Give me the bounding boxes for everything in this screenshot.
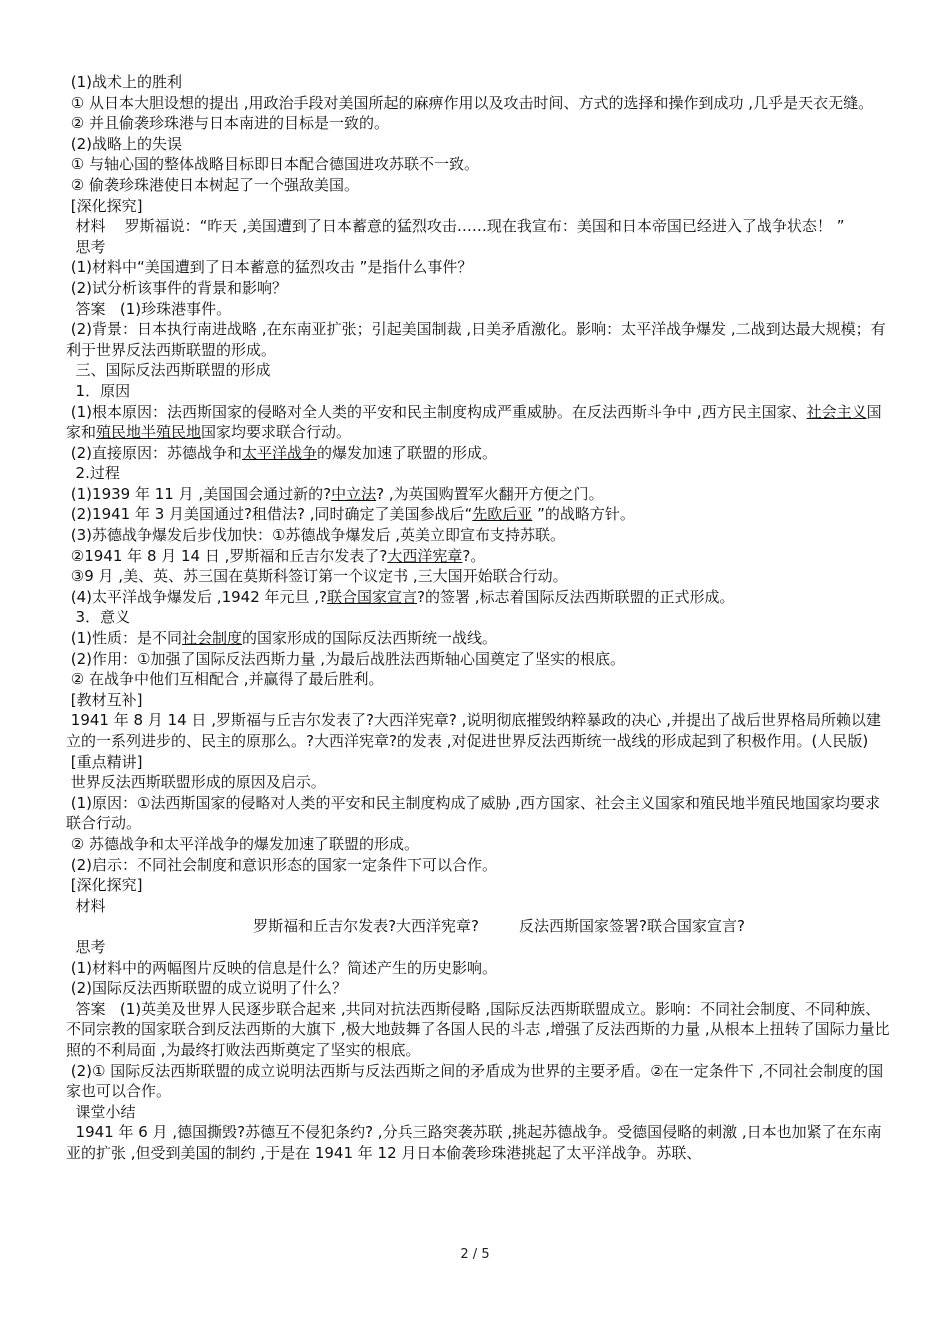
answer: (2)背景：日本执行南进战略 ,在东南亚扩张；引起美国制裁 ,日美矛盾激化。影响：太平洋战争爆发 ,二战到达最大规模；有利于世界反法西斯联盟的形成。 bbox=[66, 320, 886, 359]
page-number: 2 / 5 bbox=[460, 1247, 490, 1262]
paragraph: (3)苏德战争爆发后步伐加快：①苏德战争爆发后 ,英美立即宣布支持苏联。 bbox=[66, 526, 566, 545]
label-think: 思考 bbox=[66, 237, 106, 256]
underlined-term: 殖民地半殖民地 bbox=[96, 423, 202, 442]
paragraph: ① 与轴心国的整体战略目标即日本配合德国进攻苏联不一致。 bbox=[66, 155, 479, 174]
paragraph: (2)1941 年 3 月美国通过?租借法? ,同时确定了美国参战后“先欧后亚 ”的战略方针。 bbox=[66, 505, 635, 524]
underlined-term: 先欧后亚 bbox=[472, 505, 533, 524]
question: (1)材料中的两幅图片反映的信息是什么？简述产生的历史影响。 bbox=[66, 958, 498, 977]
answer: 答案 (1)珍珠港事件。 bbox=[66, 299, 232, 318]
paragraph: 1941 年 8 月 14 日 ,罗斯福与丘吉尔发表了?大西洋宪章? ,说明彻底摧毁纳粹暴政的决心 ,并提出了战后世界格局所赖以建立的一系列进步的、民主的原那么。?大西洋宪章?的发表 ,对促进世界反法西斯统一战线的形成起到了积极作用。(人民版) bbox=[66, 711, 881, 750]
label-think: 思考 bbox=[66, 937, 106, 956]
section-tag-deep-inquiry: [深化探究] bbox=[66, 876, 143, 895]
paragraph: (1)根本原因：法西斯国家的侵略对全人类的平安和民主制度构成严重威胁。在反法西斯斗争中 ,西方民主国家、社会主义国家和殖民地半殖民地国家均要求联合行动。 bbox=[66, 402, 882, 442]
paragraph: (1)原因：①法西斯国家的侵略对人类的平安和民主制度构成了威胁 ,西方国家、社会主义国家和殖民地半殖民地国家均要求联合行动。 bbox=[66, 793, 881, 833]
section-tag-key-points: [重点精讲] bbox=[66, 752, 143, 771]
underlined-term: 中立法 bbox=[331, 484, 377, 503]
section-heading-summary: 课堂小结 bbox=[66, 1102, 136, 1121]
answer: (2)① 国际反法西斯联盟的成立说明法西斯与反法西斯之间的矛盾成为世界的主要矛盾。②在一定条件下 ,不同社会制度的国家也可以合作。 bbox=[66, 1061, 884, 1101]
subheading-tactical-victory: (1)战术上的胜利 bbox=[66, 73, 183, 91]
paragraph: (1)性质：是不同社会制度的国家形成的国际反法西斯统一战线。 bbox=[66, 629, 498, 648]
material-quote: 材料 罗斯福说：“昨天 ,美国遭到了日本蓄意的猛烈攻击……现在我宣布：美国和日本帝国已经进入了战争状态！ ” bbox=[66, 217, 845, 236]
paragraph: (4)太平洋战争爆发后 ,1942 年元旦 ,?联合国家宣言?的签署 ,标志着国际反法西斯联盟的正式形成。 bbox=[66, 587, 735, 606]
section-tag-textbook-supplement: [教材互补] bbox=[66, 690, 143, 709]
paragraph: (1)1939 年 11 月 ,美国国会通过新的?中立法? ,为英国购置军火翻开方便之门。 bbox=[66, 484, 604, 503]
underlined-term: 大西洋宪章 bbox=[387, 546, 463, 565]
image-captions bbox=[66, 916, 892, 937]
caption-united-nations-declaration: 反法西斯国家签署?联合国家宣言? bbox=[519, 917, 745, 936]
underlined-term: 社会主义 bbox=[806, 402, 867, 421]
subheading-significance: 3．意义 bbox=[66, 608, 131, 627]
paragraph: (2)作用：①加强了国际反法西斯力量 ,为最后战胜法西斯轴心国奠定了坚实的根底。 bbox=[66, 649, 626, 668]
paragraph: 世界反法西斯联盟形成的原因及启示。 bbox=[66, 773, 326, 792]
caption-atlantic-charter: 罗斯福和丘吉尔发表?大西洋宪章? bbox=[253, 917, 479, 936]
label-material: 材料 bbox=[66, 896, 106, 915]
question: (2)试分析该事件的背景和影响？ bbox=[66, 278, 288, 297]
paragraph: 1941 年 6 月 ,德国撕毁?苏德互不侵犯条约? ,分兵三路突袭苏联 ,挑起苏德战争。受德国侵略的刺激 ,日本也加紧了在东南亚的扩张 ,但受到美国的制约 ,于是在 1941 年 12 月日本偷袭珍珠港挑起了太平洋战争。苏联、 bbox=[66, 1123, 882, 1162]
subheading-reason: 1．原因 bbox=[66, 381, 131, 400]
paragraph: ②1941 年 8 月 14 日 ,罗斯福和丘吉尔发表了?大西洋宪章?。 bbox=[66, 546, 486, 565]
paragraph: ① 从日本大胆设想的提出 ,用政治手段对美国所起的麻痹作用以及攻击时间、方式的选择和操作到成功 ,几乎是天衣无缝。 bbox=[66, 93, 874, 112]
underlined-term: 联合国家宣言 bbox=[327, 587, 418, 606]
section-tag-deep-inquiry: [深化探究] bbox=[66, 196, 143, 215]
answer: 答案 (1)英美及世界人民逐步联合起来 ,共同对抗法西斯侵略 ,国际反法西斯联盟成立。影响：不同社会制度、不同种族、不同宗教的国家联合到反法西斯的大旗下 ,极大地鼓舞了各国人民的斗志 ,增强了反法西斯的力量 ,从根本上扭转了国际力量比照的不利局面 ,为最终打败法西斯奠定了坚实的根底。 bbox=[66, 999, 890, 1059]
paragraph: (2)启示：不同社会制度和意识形态的国家一定条件下可以合作。 bbox=[66, 855, 498, 874]
section-heading: 三、国际反法西斯联盟的形成 bbox=[66, 361, 271, 380]
subheading-process: 2.过程 bbox=[66, 464, 120, 483]
question: (1)材料中“美国遭到了日本蓄意的猛烈攻击 ”是指什么事件？ bbox=[66, 258, 473, 277]
paragraph: ② 并且偷袭珍珠港与日本南进的目标是一致的。 bbox=[66, 114, 389, 133]
paragraph: ② 苏德战争和太平洋战争的爆发加速了联盟的形成。 bbox=[66, 834, 419, 853]
underlined-term: 太平洋战争 bbox=[242, 443, 318, 462]
question: (2)国际反法西斯联盟的成立说明了什么？ bbox=[66, 979, 348, 998]
paragraph: (2)直接原因：苏德战争和太平洋战争的爆发加速了联盟的形成。 bbox=[66, 443, 498, 462]
paragraph: ③9 月 ,美、英、苏三国在莫斯科签订第一个议定书 ,三大国开始联合行动。 bbox=[66, 567, 568, 586]
paragraph: ② 偷袭珍珠港使日本树起了一个强敌美国。 bbox=[66, 175, 359, 194]
subheading-strategic-mistake: (2)战略上的失误 bbox=[66, 134, 183, 153]
underlined-term: 社会制度 bbox=[182, 629, 243, 648]
document-body bbox=[66, 72, 892, 1163]
paragraph: ② 在战争中他们互相配合 ,并赢得了最后胜利。 bbox=[66, 670, 384, 689]
